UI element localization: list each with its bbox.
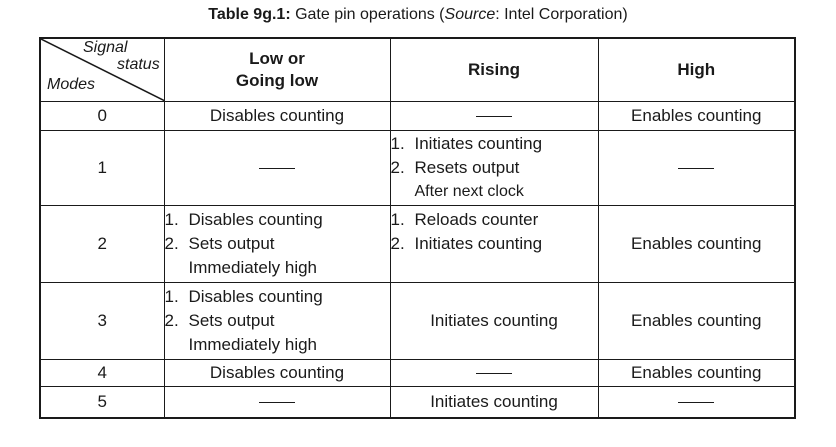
table-row bbox=[40, 283, 795, 360]
high-cell: Enables counting bbox=[598, 360, 795, 387]
list-item bbox=[391, 232, 598, 256]
list-item bbox=[391, 208, 598, 232]
list-item bbox=[391, 132, 598, 156]
header-row bbox=[40, 38, 795, 102]
table-row bbox=[40, 131, 795, 206]
column-header-low-line2: Going low bbox=[235, 71, 319, 90]
list-text: Reloads counter bbox=[414, 210, 539, 229]
list-number: 2. bbox=[390, 158, 405, 177]
low-cell bbox=[164, 387, 390, 419]
rising-cell bbox=[390, 206, 598, 283]
corner-modes-label: Modes bbox=[47, 76, 96, 93]
list-text: Sets output bbox=[188, 234, 275, 253]
list-item bbox=[165, 208, 390, 232]
caption-source-word: Source bbox=[444, 6, 496, 23]
high-cell bbox=[598, 387, 795, 419]
high-cell: Enables counting bbox=[598, 102, 795, 131]
low-cell: Disables counting bbox=[164, 102, 390, 131]
low-cell: Disables counting bbox=[164, 360, 390, 387]
column-header-low bbox=[164, 38, 390, 102]
list-number: 1. bbox=[164, 210, 179, 229]
list-continuation: After next clock bbox=[414, 183, 524, 200]
mode-cell: 5 bbox=[40, 387, 164, 419]
list-number: 1. bbox=[390, 134, 405, 153]
dash-mark bbox=[259, 402, 295, 403]
column-header-high: High bbox=[598, 38, 795, 102]
caption-text-before: Gate pin operations ( bbox=[290, 6, 445, 23]
rising-cell bbox=[390, 102, 598, 131]
list-text: Initiates counting bbox=[414, 234, 543, 253]
column-header-rising: Rising bbox=[390, 38, 598, 102]
gate-pin-table bbox=[39, 37, 796, 419]
column-header-low-line1: Low or bbox=[249, 49, 305, 68]
mode-cell: 2 bbox=[40, 206, 164, 283]
low-cell bbox=[164, 131, 390, 206]
dash-mark bbox=[259, 168, 295, 169]
rising-cell: Initiates counting bbox=[390, 283, 598, 360]
list-number: 1. bbox=[390, 210, 405, 229]
table-row bbox=[40, 206, 795, 283]
low-cell bbox=[164, 283, 390, 360]
mode-cell: 1 bbox=[40, 131, 164, 206]
corner-signal-label: Signal bbox=[83, 39, 128, 56]
table-row bbox=[40, 360, 795, 387]
list-item bbox=[165, 232, 390, 256]
list-item bbox=[391, 156, 598, 180]
list-continuation: Immediately high bbox=[188, 335, 318, 354]
rising-cell bbox=[390, 131, 598, 206]
list-continuation: Immediately high bbox=[188, 258, 318, 277]
table-row bbox=[40, 387, 795, 419]
corner-status-label: status bbox=[117, 56, 160, 73]
rising-cell bbox=[390, 360, 598, 387]
table-caption bbox=[0, 6, 836, 24]
high-cell: Enables counting bbox=[598, 283, 795, 360]
mode-cell: 0 bbox=[40, 102, 164, 131]
mode-cell: 3 bbox=[40, 283, 164, 360]
list-text: Resets output bbox=[414, 158, 520, 177]
caption-text-after: : Intel Corporation) bbox=[495, 6, 628, 23]
mode-cell: 4 bbox=[40, 360, 164, 387]
list-text: Sets output bbox=[188, 311, 275, 330]
table-row bbox=[40, 102, 795, 131]
rising-cell: Initiates counting bbox=[390, 387, 598, 419]
dash-mark bbox=[476, 373, 512, 374]
dash-mark bbox=[678, 168, 714, 169]
dash-mark bbox=[476, 116, 512, 117]
list-text: Initiates counting bbox=[414, 134, 543, 153]
list-text: Disables counting bbox=[188, 210, 323, 229]
high-cell bbox=[598, 131, 795, 206]
dash-mark bbox=[678, 402, 714, 403]
list-item bbox=[165, 309, 390, 333]
low-cell bbox=[164, 206, 390, 283]
list-number: 2. bbox=[390, 234, 405, 253]
corner-header-cell bbox=[40, 38, 164, 102]
list-number: 2. bbox=[164, 234, 179, 253]
list-item bbox=[165, 285, 390, 309]
caption-label: Table 9g.1: bbox=[208, 6, 291, 23]
list-number: 1. bbox=[164, 287, 179, 306]
list-text: Disables counting bbox=[188, 287, 323, 306]
list-number: 2. bbox=[164, 311, 179, 330]
high-cell: Enables counting bbox=[598, 206, 795, 283]
